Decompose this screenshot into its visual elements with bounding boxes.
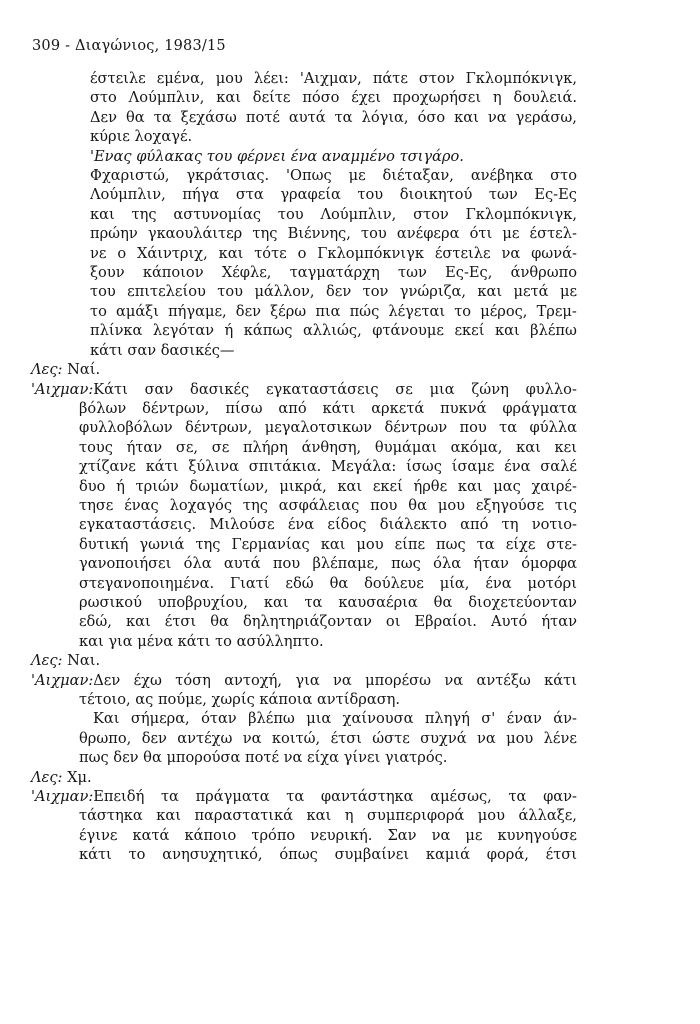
text-line <box>31 88 577 107</box>
speaker-name: Λες: <box>31 652 63 670</box>
text-line <box>31 806 577 825</box>
line-text: γανοποιήσει όλα αυτά που βλέπαμε, πως όλα ήταν όμορφα <box>79 555 577 573</box>
text-line <box>31 147 577 166</box>
line-text: Και σήμερα, όταν βλέπω μια χαίνουσα πληγή σ' έναν άν- <box>93 710 577 728</box>
line-text: στεγανοποιημένα. Γιατί εδώ θα δούλευε μία, ένα μοτόρι <box>79 574 577 592</box>
line-text: Ναί. <box>67 361 101 379</box>
text-line <box>31 302 577 321</box>
line-text: πρώην γκαουλάιτερ της Βιέννης, του ανέφερα ότι με έστελ- <box>90 225 577 243</box>
line-text: τάστηκα και παραστατικά και η συμπεριφορά μου άλλαξε, <box>79 807 577 825</box>
line-text: Επειδή τα πράγματα τα φαντάστηκα αμέσως, τα φαν- <box>93 788 577 806</box>
text-line <box>31 477 577 496</box>
line-text: Φχαριστώ, γκράτσιας. 'Οπως με διέταξαν, ανέβηκα στο <box>90 167 577 185</box>
line-text: ρωσικού υποβρυχίου, και τα καυσαέρια θα διοχετεύονταν <box>79 593 577 611</box>
speaker-line <box>31 787 577 806</box>
line-text: του επιτελείου του μάλλον, δεν τον γνώριζα, και μετά με <box>90 283 577 301</box>
line-text: κύριε λοχαγέ. <box>90 128 193 146</box>
text-line <box>31 554 577 573</box>
speaker-line <box>31 768 577 787</box>
speaker-name: 'Αιχμαν: <box>31 380 94 398</box>
line-text: και για μένα κάτι το ασύλληπτο. <box>79 632 324 650</box>
text-line <box>31 632 577 651</box>
line-text: Δεν θα τα ξεχάσω ποτέ αυτά τα λόγια, όσο και να γεράσω, <box>90 108 577 126</box>
text-line <box>31 612 577 631</box>
text-line <box>31 748 577 767</box>
line-text: πλίνκα λεγόταν ή κάπως αλλιώς, φτάνουμε εκεί και βλέπω <box>90 322 577 340</box>
page-header: 309 - Διαγώνιος, 1983/15 <box>32 38 226 54</box>
text-line <box>31 515 577 534</box>
line-text: Κάτι σαν δασικές εγκαταστάσεις σε μια ζώνη φυλλο- <box>93 380 577 398</box>
line-text: θρωπο, δεν αντέχω να κοιτώ, έτσι ώστε συχνά να μου λένε <box>79 729 577 747</box>
text-line <box>31 729 577 748</box>
text-line <box>31 574 577 593</box>
line-text: τέτοιο, ας πούμε, χωρίς κάποια αντίδραση. <box>79 691 401 708</box>
line-text: πως δεν θα μπορούσα ποτέ να είχα γίνει γιατρός. <box>79 749 448 767</box>
speaker-line <box>31 671 577 690</box>
line-text: εδώ, και έτσι θα δηλητηριάζονταν οι Εβραίοι. Αυτό ήταν <box>79 613 577 631</box>
line-text: τησε ένας λοχαγός της ασφάλειας που θα μου εξηγούσε τις <box>79 496 577 514</box>
speaker-line <box>31 380 577 399</box>
line-text: έστειλε εμένα, μου λέει: 'Αιχμαν, πάτε στον Γκλομπόκνιγκ, <box>90 70 577 87</box>
text-line <box>31 224 577 243</box>
line-text: νε ο Χάιντριχ, και τότε ο Γκλομπόκνιγκ έστειλε να φωνά- <box>90 244 577 262</box>
line-text: 'Ενας φύλακας του φέρνει ένα αναμμένο τσιγάρο. <box>90 147 464 165</box>
line-text: εγκαταστάσεις. Μιλούσε ένα είδος διάλεκτο από τη νοτιο- <box>79 516 577 534</box>
line-text: ξουν κάποιον Χέφλε, ταγματάρχη των Ες-Ες, άνθρωπο <box>90 264 577 282</box>
text-line <box>31 399 577 418</box>
line-text: το αμάξι πήγαμε, δεν ξέρω πια πώς λέγεται το μέρος, Τρεμ- <box>90 302 577 320</box>
line-text: φυλλοβόλων δέντρων, μεγαλοτσικων δέντρων που τα φύλλα <box>79 419 577 437</box>
line-text: Ναι. <box>67 652 101 670</box>
text-line <box>31 166 577 185</box>
line-text: Δεν έχω τόση αντοχή, για να μπορέσω να αντέξω κάτι <box>93 671 577 689</box>
text-line <box>31 845 577 864</box>
text-line <box>31 535 577 554</box>
line-text: δυο ή τριών δωματίων, μικρά, και εκεί ήρθε και μας χαιρέ- <box>79 477 577 495</box>
text-line <box>31 282 577 301</box>
speaker-name: Λες: <box>31 361 63 379</box>
text-line <box>31 205 577 224</box>
text-line <box>31 69 577 88</box>
speaker-name: 'Αιχμαν: <box>31 788 94 806</box>
speaker-line <box>31 651 577 670</box>
text-line <box>31 244 577 263</box>
text-line <box>31 418 577 437</box>
line-text: βόλων δέντρων, πίσω από κάτι αρκετά πυκνά φράγματα <box>79 399 577 417</box>
speaker-line <box>31 360 577 379</box>
text-line <box>31 690 577 709</box>
line-text: Χμ. <box>67 768 92 786</box>
text-line <box>31 593 577 612</box>
text-line <box>31 438 577 457</box>
text-line <box>31 709 577 728</box>
line-text: Λούμπλιν, πήγα στα γραφεία του διοικητού των Ες-Ες <box>90 186 577 204</box>
line-text: κάτι το ανησυχητικό, όπως συμβαίνει καμιά φορά, έτσι <box>79 846 577 864</box>
line-text: κάτι σαν δασικές— <box>90 341 235 359</box>
text-line <box>31 108 577 127</box>
text-line <box>31 127 577 146</box>
line-text: χτίζανε κάτι ξύλινα σπιτάκια. Μεγάλα: ίσως ίσαμε ένα σαλέ <box>79 458 577 476</box>
text-line <box>31 321 577 340</box>
text-line <box>31 496 577 515</box>
text-line <box>31 341 577 360</box>
line-text: τους ήταν σε, σε πλήρη άνθηση, θυμάμαι ακόμα, και κει <box>79 438 577 456</box>
speaker-name: Λες: <box>31 768 63 786</box>
text-line <box>31 263 577 282</box>
line-text: έγινε κατά κάποιο τρόπο νευρική. Σαν να με κυνηγούσε <box>79 826 577 844</box>
line-text: δυτική γωνιά της Γερμανίας και μου είπε πως τα είχε στε- <box>79 535 577 553</box>
text-line <box>31 185 577 204</box>
line-text: στο Λούμπλιν, και δείτε πόσο έχει προχωρήσει η δουλειά. <box>90 89 577 107</box>
text-line <box>31 457 577 476</box>
text-line <box>31 826 577 845</box>
line-text: και της αστυνομίας του Λούμπλιν, στον Γκλομπόκνιγκ, <box>90 205 577 223</box>
speaker-name: 'Αιχμαν: <box>31 671 94 689</box>
transcript-text <box>31 69 577 865</box>
